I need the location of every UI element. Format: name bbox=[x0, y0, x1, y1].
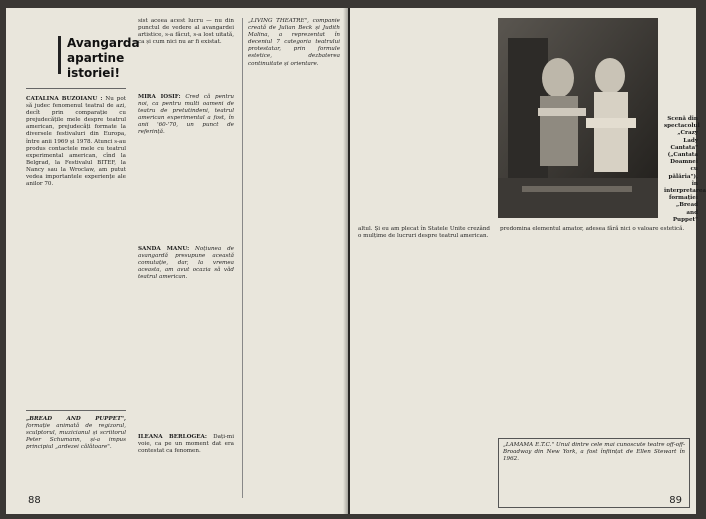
bread-puppet-caption bbox=[26, 416, 126, 482]
col2-top-text: sist aceea acest lucru — nu din punctul de vedere al avangardei artistice, s-a făcut, s-a lost uitată, ca și cum nici nu ar fi existat. bbox=[138, 18, 234, 46]
right-column-1 bbox=[358, 226, 490, 498]
speaker-name: SANDA MANU: bbox=[138, 246, 190, 252]
paragraph-text: Dați-mi voie, ca pe un moment dat era contestat ca fenomen. bbox=[138, 434, 235, 455]
page-number-right: 89 bbox=[669, 495, 682, 506]
caption-lead: „BREAD AND PUPPET", bbox=[26, 416, 126, 422]
lamama-box bbox=[498, 438, 690, 508]
photo-caption: Scenă din spectacolul „Crazy Lady Cantata" („Cantata Doamnei cu pălăria"), în interpretarea formației „Bread and Puppet" bbox=[664, 116, 706, 223]
title-line-2: apartine istoriei! bbox=[67, 51, 125, 80]
right-col1-text: altul. Și eu am plecat în Statele Unite crezând o mulțime de lucruri despre teatrul american. bbox=[358, 226, 490, 240]
right-col2-text: predomina elementul amator, adesea fără nici o valoare estetică. bbox=[500, 226, 685, 232]
caption-text: formație animată de regizorul, sculptorul, muzicianul și scriitorul Peter Schumann, și-a impus principiul „ardezei călătoare". bbox=[26, 423, 126, 451]
paragraph-text: Noțiunea de avangardă presupune această comutație, dar, la vremea aceasta, am avut ocazia să văd teatrul american. bbox=[138, 246, 234, 281]
left-page bbox=[6, 8, 348, 514]
paragraph-mira bbox=[138, 94, 234, 137]
caption-divider bbox=[26, 410, 126, 411]
column-1 bbox=[26, 96, 126, 396]
performance-photo bbox=[498, 18, 658, 218]
living-theatre-column bbox=[248, 18, 340, 498]
paragraph-sanda bbox=[138, 246, 234, 281]
title-divider bbox=[26, 88, 126, 89]
paragraph-buzoianu bbox=[26, 96, 126, 188]
paragraph-ileana bbox=[138, 434, 234, 455]
column-2-ileana bbox=[138, 434, 234, 494]
speaker-name: ILEANA BERLOGEA: bbox=[138, 434, 207, 440]
lamama-lead: „LAMAMA E.T.C." bbox=[503, 442, 555, 448]
paragraph-text: Cred că pentru noi, ca pentru multi oameni de teatru de pretutindeni, teatrul american experimental a fost, în anii '60-'70, un punct de referință. bbox=[138, 94, 235, 136]
title-line-1: Avangarda bbox=[67, 36, 140, 50]
page-number-left: 88 bbox=[28, 495, 41, 506]
living-theatre-text: „LIVING THEATRE", companie creată de Julian Beck și Judith Malina, a reprezentat în deceniul 7 categoria teatrului protestatar, prin formule estetice, dezbaterea continuitate și orientare. bbox=[248, 18, 340, 67]
column-2-sanda bbox=[138, 246, 234, 422]
column-2-mira bbox=[138, 94, 234, 234]
stage-scene-image bbox=[498, 18, 658, 218]
column-2-top bbox=[138, 18, 234, 54]
speaker-name: MIRA IOSIF: bbox=[138, 94, 181, 100]
right-page bbox=[350, 8, 706, 514]
caption-paragraph bbox=[26, 416, 126, 451]
lamama-text: Unul dintre cele mai cunoscute teatre off-off-Broadway din New York, a fost înființat de Ellen Stewart în 1962. bbox=[503, 442, 685, 463]
paragraph-text: Nu pot să judec fenomenul teatral de azi, decît prin comparație cu prejudecățile mele despre teatrul american, prejudecăți formate la diversele festivaluri din Europa, între anii 1969 și 1978. Atunci s-au produs contactele mele cu teatrul experimental american, cînd la Belgrad, la Festivalul BITEF, la Nancy sau la Wroclaw, am putut vedea importantele experiențe ale anilor 70. bbox=[26, 96, 126, 188]
column-divider bbox=[242, 18, 243, 498]
speaker-name: CATALINA BUZOIANU : bbox=[26, 96, 103, 102]
right-column-2 bbox=[500, 226, 688, 432]
